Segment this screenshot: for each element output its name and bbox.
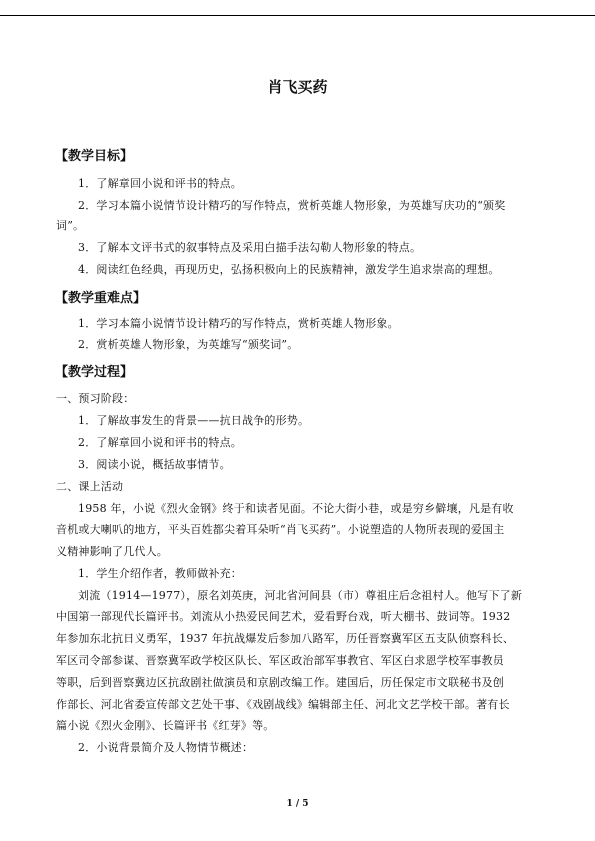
process-line: 作部长、河北省委宣传部文艺处干事、《戏剧战线》编辑部主任、河北文艺学校干部。著有长 [56, 698, 510, 711]
page-title: 肖飞买药 [267, 78, 328, 96]
process-line: 等职，后到晋察冀边区抗敌剧社做演员和京剧改编工作。建国后，历任保定市文联秘书及创 [56, 676, 504, 689]
process-line: 2．了解章回小说和评书的特点。 [78, 436, 242, 449]
goal-item-4: 4．阅读红色经典，再现历史，弘扬积极向上的民族精神，激发学生追求崇高的理想。 [78, 263, 500, 276]
keypoint-item-1: 1．学习本篇小说情节设计精巧的写作特点，赏析英雄人物形象。 [78, 317, 399, 330]
process-line: 1．学生介绍作者，教师做补充： [78, 567, 242, 580]
goal-item-2-cont: 词”。 [56, 219, 85, 232]
process-line: 音机或大喇叭的地方，平头百姓都尖着耳朵听“肖飞买药”。小说塑造的人物所表现的爱国主 [56, 523, 505, 536]
process-line: 军区司令部参谋、晋察冀军政学校区队长、军区政治部军事教官、军区白求恩学校军事教员 [56, 654, 504, 667]
section-heading-goals: 【教学目标】 [55, 149, 134, 164]
process-line: 篇小说《烈火金刚》、长篇评书《红芽》等。 [56, 719, 275, 732]
process-line: 1958 年，小说《烈火金钢》终于和读者见面。不论大街小巷，或是穷乡僻壤，凡是有收 [78, 502, 514, 515]
goal-item-3: 3．了解本文评书式的叙事特点及采用白描手法勾勒人物形象的特点。 [78, 241, 422, 254]
header-rule [0, 15, 595, 16]
page-number: 1 / 5 [286, 799, 309, 809]
process-line: 义精神影响了几代人。 [56, 545, 168, 558]
keypoint-item-2: 2．赏析英雄人物形象，为英雄写“颁奖词”。 [78, 338, 299, 351]
section-heading-process: 【教学过程】 [55, 365, 134, 380]
process-line: 一、预习阶段： [56, 392, 135, 405]
process-line: 1．了解故事发生的背景——抗日战争的形势。 [78, 414, 310, 427]
process-line: 中国第一部现代长篇评书。刘流从小热爱民间艺术，爱看野台戏，听大棚书、鼓词等。1932 [56, 610, 511, 623]
process-line: 年参加东北抗日义勇军，1937 年抗战爆发后参加八路军，历任晋察冀军区五支队侦察科长、 [56, 632, 515, 645]
goal-item-1: 1．了解章回小说和评书的特点。 [78, 177, 242, 190]
process-line: 3．阅读小说，概括故事情节。 [78, 458, 231, 471]
section-heading-keypoints: 【教学重难点】 [55, 291, 147, 306]
process-line: 2．小说背景简介及人物情节概述： [78, 741, 254, 754]
process-line: 二、课上活动 [56, 480, 124, 493]
process-line: 刘流（1914—1977），原名刘英庚，河北省河间县（市）尊祖庄后念祖村人。他写下了新 [78, 589, 523, 602]
goal-item-2: 2．学习本篇小说情节设计精巧的写作特点，赏析英雄人物形象，为英雄写庆功的“颁奖 [78, 199, 506, 212]
